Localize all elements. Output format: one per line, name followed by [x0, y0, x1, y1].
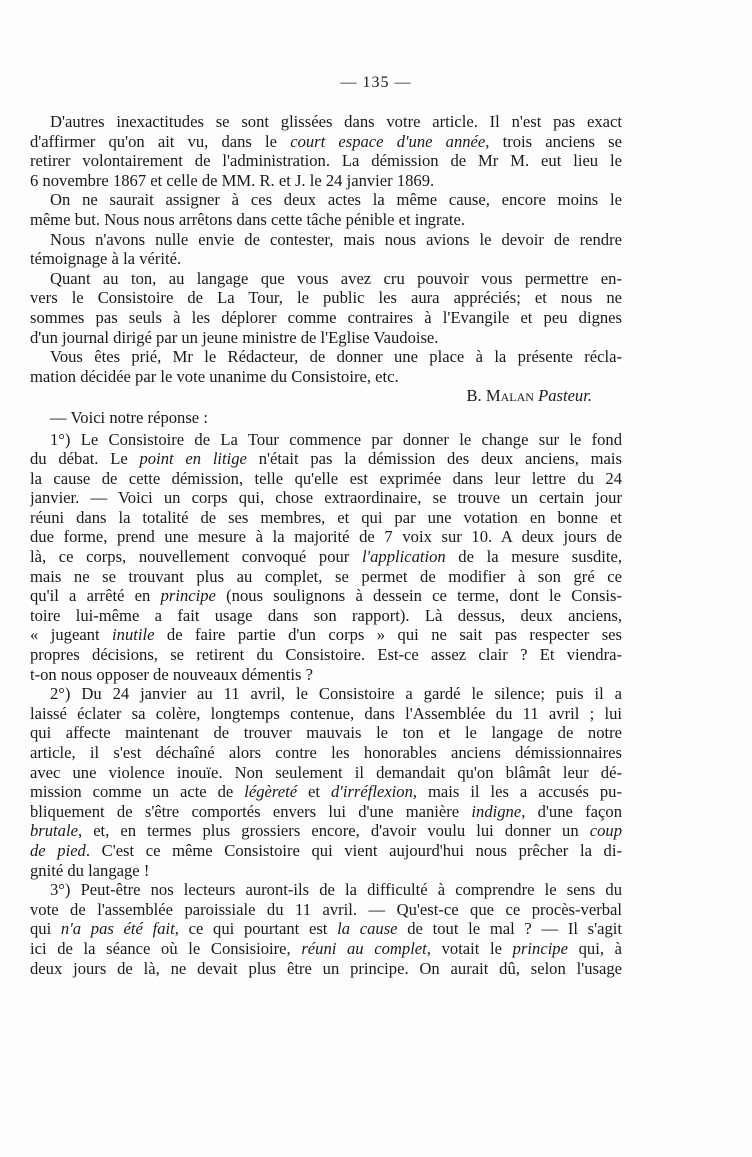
text-line: On ne saurait assigner à ces deux actes la même cause, encore moins le [50, 190, 622, 210]
text-line: deux jours de là, ne devait plus être un principe. On aurait dû, selon l'usage [30, 958, 622, 978]
text-line: vote de l'assemblée paroissiale du 11 avril. — Qu'est-ce que ce procès-verbal [30, 899, 622, 919]
text-line: gnité du langage ! [30, 860, 150, 880]
text-span: qui, à [567, 938, 622, 958]
italic-span: principe [512, 938, 568, 958]
italic-span: principe [160, 586, 216, 606]
text-span: , et, en termes plus grossiers encore, d'avoir voulu lui donner un [77, 821, 590, 841]
text-line: toire lui-même a fait usage dans son rapport). Là dessus, deux anciens, [30, 605, 622, 625]
text-span: « jugeant [30, 625, 113, 645]
text-span: , trois anciens se [485, 131, 622, 151]
text-span: de faire partie d'un corps » qui ne sait pas respecter ses [154, 625, 622, 645]
italic-span: indigne [471, 801, 522, 821]
text-line: Vous êtes prié, Mr le Rédacteur, de donner une place à la présente récla- [50, 347, 622, 367]
text-line: retirer volontairement de l'administration. La démission de Mr M. eut lieu le [30, 151, 622, 171]
italic-span: la cause [337, 919, 398, 939]
text-span: mission comme un acte de [30, 782, 245, 802]
text-line: d'un journal dirigé par un jeune ministre de l'Eglise Vaudoise. [30, 327, 439, 347]
text-span: . C'est ce même Consistoire qui vient aujourd'hui nous prêcher la di- [85, 840, 622, 860]
text-line: Nous n'avons nulle envie de contester, mais nous avions le devoir de rendre [50, 229, 622, 249]
text-line: avec une violence inouïe. Non seulement il demandait qu'on blâmât leur dé- [30, 762, 622, 782]
italic-span: point en litige [139, 449, 247, 469]
text-span: qui [30, 919, 61, 939]
text-line: même but. Nous nous arrêtons dans cette tâche pénible et ingrate. [30, 209, 465, 229]
text-line: vers le Consistoire de La Tour, le public les aura appréciés; et nous ne [30, 288, 622, 308]
text-span: (nous soulignons à dessein ce terme, dont le Consis- [215, 586, 622, 606]
italic-span: légèreté [244, 782, 298, 802]
text-span: bliquement de s'être comportés envers lui d'une manière [30, 801, 472, 821]
text-line: qui affecte maintenant de trouver mauvais le ton et le langage de notre [30, 723, 622, 743]
italic-span: l'application [361, 547, 446, 567]
body-text [30, 112, 622, 978]
text-span: n'était pas la démission des deux anciens, mais [246, 449, 622, 469]
italic-span: court espace d'une année [290, 131, 486, 151]
signature-line [30, 386, 622, 406]
text-line [30, 821, 622, 841]
text-line: due forme, prend une mesure à la majorité de 7 voix sur 10. A deux jours de [30, 527, 622, 547]
text-line: laissé éclater sa colère, longtemps contenue, dans l'Assemblée du 11 avril ; lui [30, 703, 622, 723]
italic-span: de pied [30, 840, 86, 860]
text-line: la cause de cette démission, telle qu'elle est exprimée dans leur lettre du 24 [30, 468, 622, 488]
text-line: article, il s'est déchaîné alors contre les honorables anciens démissionnaires [30, 743, 622, 762]
text-line [30, 919, 622, 939]
text-line: D'autres inexactitudes se sont glissées dans votre article. Il n'est pas exact [50, 112, 622, 131]
text-line [30, 939, 622, 959]
italic-span: d'irréflexion [331, 782, 413, 802]
text-span: ici de la séance où le Consisioire, [30, 938, 302, 958]
text-span: de la mesure susdite, [445, 547, 622, 567]
text-line [30, 841, 622, 861]
text-line [30, 782, 622, 802]
italic-span: coup [589, 821, 622, 841]
text-line [30, 547, 622, 567]
signature-title: Pasteur. [538, 386, 592, 406]
text-line: réuni dans la totalité de ses membres, et qui par une votation en bonne et [30, 507, 622, 527]
page-number: — 135 — [340, 74, 412, 91]
text-line: 6 novembre 1867 et celle de MM. R. et J. le 24 janvier 1869. [30, 170, 435, 190]
text-line: 1°) Le Consistoire de La Tour commence par donner le change sur le fond [50, 429, 622, 449]
text-line [30, 132, 622, 152]
text-span: là, ce corps, nouvellement convoqué pour [30, 547, 362, 567]
text-span: d'affirmer qu'on ait vu, dans le [30, 131, 291, 151]
text-line: propres décisions, se retirent du Consistoire. Est-ce assez clair ? Et viendra- [30, 645, 622, 665]
text-span: qu'il a arrêté en [30, 586, 161, 606]
text-span: , mais il les a accusés pu- [412, 782, 622, 802]
text-line: — Voici notre réponse : [50, 407, 208, 427]
text-line [30, 586, 622, 606]
text-line: témoignage à la vérité. [30, 249, 182, 269]
text-span: , d'une façon [521, 801, 622, 821]
text-line: sommes pas seuls à les déplorer comme contraires à l'Evangile et peu dignes [30, 307, 622, 327]
text-line: mation décidée par le vote unanime du Consistoire, etc. [30, 366, 399, 386]
text-line: janvier. — Voici un corps qui, chose extraordinaire, se trouve un certain jour [30, 488, 622, 508]
signature-name: B. Malan [466, 386, 534, 406]
text-line: t-on nous opposer de nouveaux démentis ? [30, 664, 313, 684]
italic-span: inutile [112, 625, 155, 645]
text-line [30, 802, 622, 822]
text-span: , votait le [426, 938, 513, 958]
text-line: 3°) Peut-être nos lecteurs auront-ils de la difficulté à comprendre le sens du [50, 880, 622, 900]
text-span: et [297, 782, 331, 802]
text-line [30, 449, 622, 469]
text-line [30, 625, 622, 645]
italic-span: brutale [30, 821, 78, 841]
text-line: mais ne se trouvant plus au complet, se permet de modifier à son gré ce [30, 566, 622, 586]
text-span: , ce qui pourtant est [174, 919, 338, 939]
text-line: Quant au ton, au langage que vous avez cru pouvoir vous permettre en- [50, 268, 622, 288]
text-line: 2°) Du 24 janvier au 11 avril, le Consistoire a gardé le silence; puis il a [50, 684, 622, 704]
text-span: de tout le mal ? — Il s'agit [397, 919, 622, 939]
italic-span: réuni au complet [301, 938, 427, 958]
text-span: du débat. Le [30, 449, 140, 469]
italic-span: n'a pas été fait [60, 919, 175, 939]
